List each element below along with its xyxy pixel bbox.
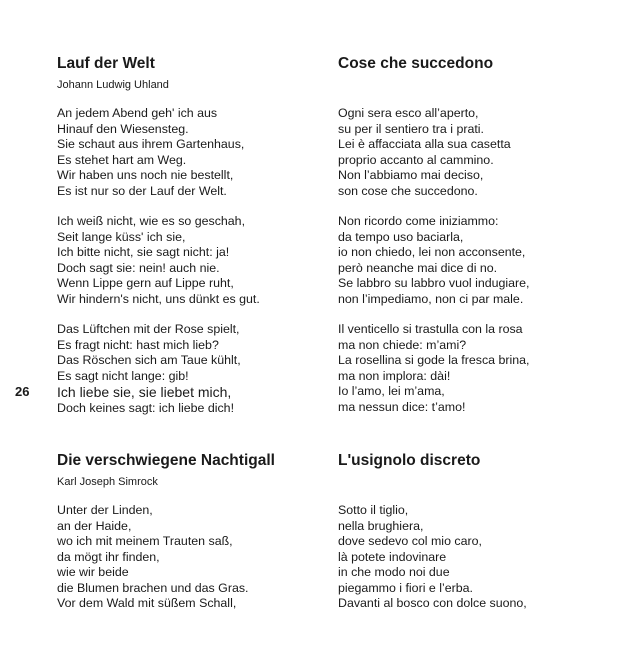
verse-line: Davanti al bosco con dolce suono, <box>338 596 527 610</box>
verse-line: nella brughiera, <box>338 518 424 533</box>
verse-line: wie wir beide <box>57 565 129 579</box>
verse-line: An jedem Abend geh' ich aus <box>57 106 218 120</box>
stanza <box>57 106 327 199</box>
verse-line: Ich weiß nicht, wie es so geschah, <box>57 214 246 228</box>
verse-line: Ich bitte nicht, sie sagt nicht: ja! <box>57 245 230 259</box>
verse-line: io non chiedo, lei non acconsente, <box>338 245 526 259</box>
verse-line: die Blumen brachen und das Gras. <box>57 580 249 595</box>
verse-line: però neanche mai dice di no. <box>338 260 498 275</box>
stanza <box>338 106 618 199</box>
poem-lusignolo-discreto <box>338 452 618 627</box>
verse-line: Io l’amo, lei m’ama, <box>338 384 445 398</box>
verse-line: Das Röschen sich am Taue kühlt, <box>57 353 241 367</box>
verse-line: Es sagt nicht lange: gib! <box>57 368 189 383</box>
stanza <box>338 214 618 307</box>
poem-lauf-der-welt <box>57 55 327 432</box>
stanza <box>57 214 327 307</box>
verse-line: Wir haben uns noch nie bestellt, <box>57 168 234 182</box>
poem-die-verschwiegene-nachtigall <box>57 452 327 627</box>
verse-line: Ogni sera esco all’aperto, <box>338 106 479 120</box>
poem-cose-che-succedono <box>338 55 618 430</box>
verse-line: da tempo uso baciarla, <box>338 229 464 244</box>
poem-body <box>338 106 618 415</box>
verse-line: Unter der Linden, <box>57 503 153 517</box>
verse-line: Non l’abbiamo mai deciso, <box>338 168 484 182</box>
verse-line: son cose che succedono. <box>338 183 478 198</box>
poem-author: Johann Ludwig Uhland <box>57 79 169 91</box>
verse-line: non l’impediamo, non ci par male. <box>338 291 524 306</box>
verse-line: wo ich mit meinem Trauten saß, <box>57 534 233 548</box>
verse-line: Wir hindern's nicht, uns dünkt es gut. <box>57 291 260 306</box>
poem-body <box>57 503 327 612</box>
verse-line: Es fragt nicht: hast mich lieb? <box>57 337 219 352</box>
verse-line: da mögt ihr finden, <box>57 549 160 564</box>
poem-body <box>338 503 618 612</box>
verse-line: an der Haide, <box>57 518 132 533</box>
poem-body <box>57 106 327 417</box>
verse-line: Es stehet hart am Weg. <box>57 152 187 167</box>
verse-line: ma non chiede: m’ami? <box>338 337 467 352</box>
poem-title: L'usignolo discreto <box>338 452 481 469</box>
verse-line: Lei è affacciata alla sua casetta <box>338 137 511 151</box>
verse-line: Sie schaut aus ihrem Gartenhaus, <box>57 137 245 151</box>
verse-line: Hinauf den Wiesensteg. <box>57 121 189 136</box>
verse-line: La rosellina si gode la fresca brina, <box>338 353 530 367</box>
poem-title: Die verschwiegene Nachtigall <box>57 452 275 469</box>
stanza <box>57 322 327 417</box>
verse-line: piegammo i fiori e l’erba. <box>338 580 473 595</box>
verse-line: Seit lange küss' ich sie, <box>57 229 186 244</box>
verse-line: dove sedevo col mio caro, <box>338 534 482 548</box>
verse-line: Il venticello si trastulla con la rosa <box>338 322 523 336</box>
verse-line: ma nessun dice: t’amo! <box>338 399 466 414</box>
poem-author: Karl Joseph Simrock <box>57 476 158 488</box>
verse-line: Wenn Lippe gern auf Lippe ruht, <box>57 276 234 290</box>
verse-line: là potete indovinare <box>338 549 447 564</box>
verse-line: Ich liebe sie, sie liebet mich, <box>57 384 232 400</box>
stanza <box>57 503 327 612</box>
verse-line: ma non implora: dài! <box>338 368 451 383</box>
stanza <box>338 503 618 612</box>
verse-line: Doch keines sagt: ich liebe dich! <box>57 401 235 415</box>
poem-title: Lauf der Welt <box>57 55 155 72</box>
poem-title: Cose che succedono <box>338 55 494 72</box>
verse-line: Doch sagt sie: nein! auch nie. <box>57 260 220 275</box>
verse-line: Es ist nur so der Lauf der Welt. <box>57 183 227 198</box>
verse-line: Se labbro su labbro vuol indugiare, <box>338 276 530 290</box>
verse-line: in che modo noi due <box>338 565 450 579</box>
verse-line: proprio accanto al cammino. <box>338 152 494 167</box>
page-number: 26 <box>15 384 30 399</box>
verse-line: Sotto il tiglio, <box>338 503 409 517</box>
verse-line: Non ricordo come iniziammo: <box>338 214 499 228</box>
stanza <box>338 322 618 415</box>
verse-line: Das Lüftchen mit der Rose spielt, <box>57 322 240 336</box>
verse-line: Vor dem Wald mit süßem Schall, <box>57 596 237 610</box>
verse-line: su per il sentiero tra i prati. <box>338 121 484 136</box>
